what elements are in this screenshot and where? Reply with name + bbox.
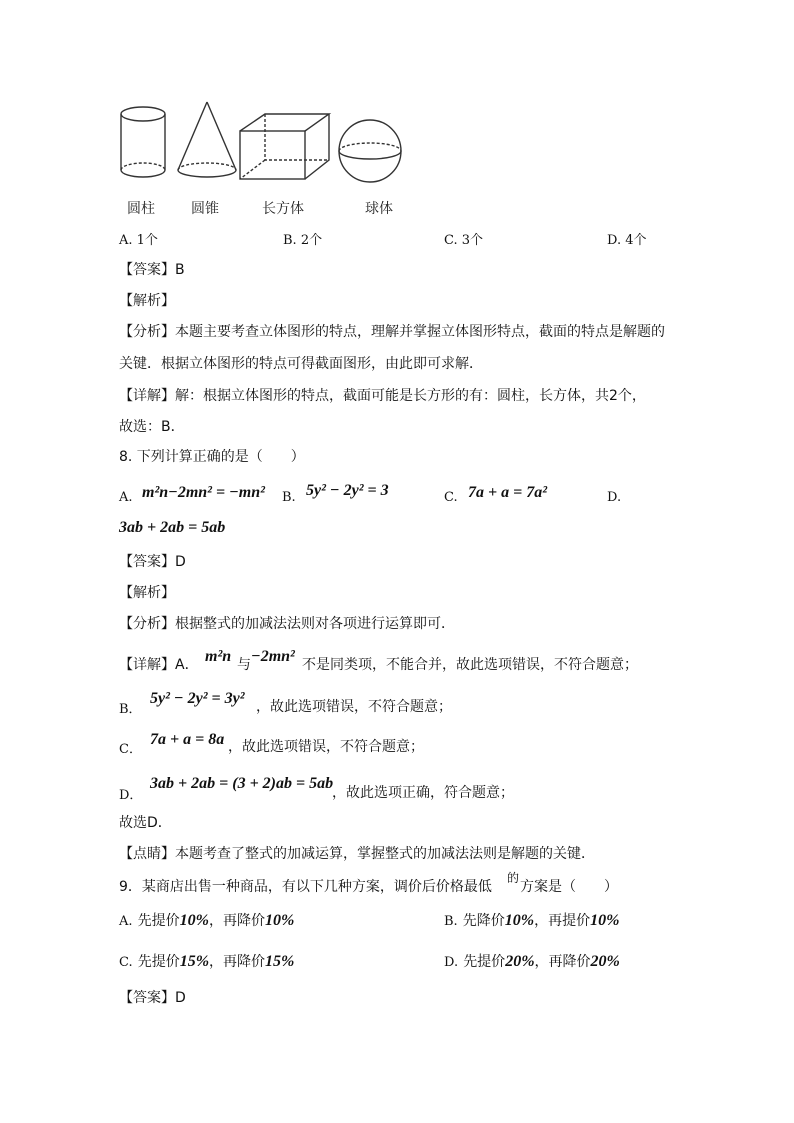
q9-question-de: 的 [507, 871, 520, 885]
q7-detail-line2: 故选：B． [119, 419, 185, 435]
q7-analysis-line2: 关键．根据立体图形的特点可得截面图形，由此即可求解． [119, 356, 483, 372]
q8-detail-c-expr: 7a + a = 8a [150, 731, 225, 748]
label-cylinder: 圆柱 [127, 201, 155, 217]
q7-option-c: C. 3个 [444, 233, 484, 248]
q7-answer: 【答案】B [119, 262, 185, 278]
q8-option-d-expr: 3ab + 2ab = 5ab [119, 519, 226, 536]
q9-option-a-text1: 先提价 [137, 913, 180, 929]
q9-option-b-value2: 10% [590, 912, 620, 929]
q8-remark: 【点睛】本题考查了整式的加减运算，掌握整式的加减法法则是解题的关键． [119, 846, 595, 862]
q7-detail-line1: 【详解】解：根据立体图形的特点，截面可能是长方形的有：圆柱，长方体，共2个， [119, 388, 646, 404]
q8-detail-prefix: 【详解】A． [119, 657, 199, 673]
sphere-shape [339, 120, 401, 182]
q8-question: 8. 下列计算正确的是（ ） [119, 449, 305, 465]
q9-option-c-value2: 15% [265, 953, 295, 970]
q8-detail-d-text: ，故此选项正确，符合题意； [332, 785, 514, 801]
q8-option-b-expr: 5y² − 2y² = 3 [306, 482, 389, 499]
q8-analysis: 【分析】根据整式的加减法法则对各项进行运算即可． [119, 616, 455, 632]
q8-choose: 故选D． [119, 815, 172, 831]
label-cone: 圆锥 [191, 201, 219, 217]
q9-option-d-text2: ，再降价 [534, 954, 591, 970]
q9-option-a-text2: ，再降价 [208, 913, 265, 929]
q7-analysis-line1: 【分析】本题主要考查立体图形的特点，理解并掌握立体图形特点，截面的特点是解题的 [119, 324, 665, 340]
q8-detail-d-expr: 3ab + 2ab = (3 + 2)ab = 5ab [150, 775, 334, 792]
q8-detail-b-expr: 5y² − 2y² = 3y² [150, 690, 245, 707]
q8-detail-c-text: ，故此选项错误，不符合题意； [228, 739, 424, 755]
q9-option-b-label: B. [444, 914, 458, 929]
q9-option-a-label: A. [119, 914, 133, 929]
q9-option-a-value1: 10% [179, 912, 209, 929]
q9-option-d-text1: 先提价 [463, 954, 506, 970]
q9-option-d [444, 951, 620, 971]
q8-detail-a-text: 不是同类项，不能合并，故此选项错误，不符合题意； [302, 657, 638, 673]
q9-option-a-value2: 10% [264, 912, 295, 929]
q7-option-a: A. 1个 [119, 233, 158, 248]
q9-answer: 【答案】D [119, 990, 186, 1006]
q7-option-d: D. 4个 [607, 233, 647, 248]
q9-option-b [444, 910, 619, 930]
q8-detail-b-label: B． [119, 702, 142, 717]
q8-answer: 【答案】D [119, 554, 186, 570]
q9-question-part1: 9．某商店出售一种商品，有以下几种方案，调价后价格最低 [119, 879, 492, 895]
q9-option-c-label: C. [119, 955, 133, 970]
q9-option-c-value1: 15% [179, 953, 210, 970]
q9-option-c-text2: ，再降价 [209, 954, 266, 970]
q8-option-d-label: D. [607, 490, 622, 505]
q8-detail-c-label: C． [119, 742, 142, 757]
q8-detail-a-connector: 与 [237, 657, 251, 673]
q8-option-c-expr: 7a + a = 7a² [468, 484, 548, 501]
q8-option-c-label: C. [444, 490, 458, 505]
q9-option-d-label: D. [444, 955, 459, 970]
q8-detail-a-term1: m²n [205, 648, 232, 665]
label-sphere: 球体 [365, 201, 393, 217]
q8-option-a-expr: m²n−2mn² = −mn² [142, 484, 265, 501]
cuboid-shape [240, 114, 329, 179]
q8-jiexi-heading: 【解析】 [119, 585, 175, 601]
q8-detail-d-label: D． [119, 788, 143, 803]
q8-option-a-label: A. [119, 490, 133, 505]
label-cuboid: 长方体 [262, 201, 304, 217]
solids-figure [115, 98, 415, 188]
q8-option-b-label: B. [282, 490, 296, 505]
q9-option-c [119, 951, 294, 971]
q9-option-b-value1: 10% [504, 912, 535, 929]
cylinder-shape [121, 107, 165, 177]
q7-jiexi-heading: 【解析】 [119, 293, 175, 309]
q9-option-a [119, 910, 294, 930]
q9-option-d-value2: 20% [590, 953, 620, 970]
q9-option-b-text2: ，再提价 [534, 913, 591, 929]
q7-option-b: B. 2个 [283, 233, 323, 248]
q8-detail-b-text: ，故此选项错误，不符合题意； [256, 699, 452, 715]
q8-detail-a-term2: −2mn² [251, 648, 295, 665]
q9-option-d-value1: 20% [505, 953, 535, 970]
q9-option-b-text1: 先降价 [462, 913, 505, 929]
q9-option-c-text1: 先提价 [137, 954, 180, 970]
q9-question-part2: 方案是（ ） [520, 879, 618, 895]
cone-shape [178, 102, 236, 177]
